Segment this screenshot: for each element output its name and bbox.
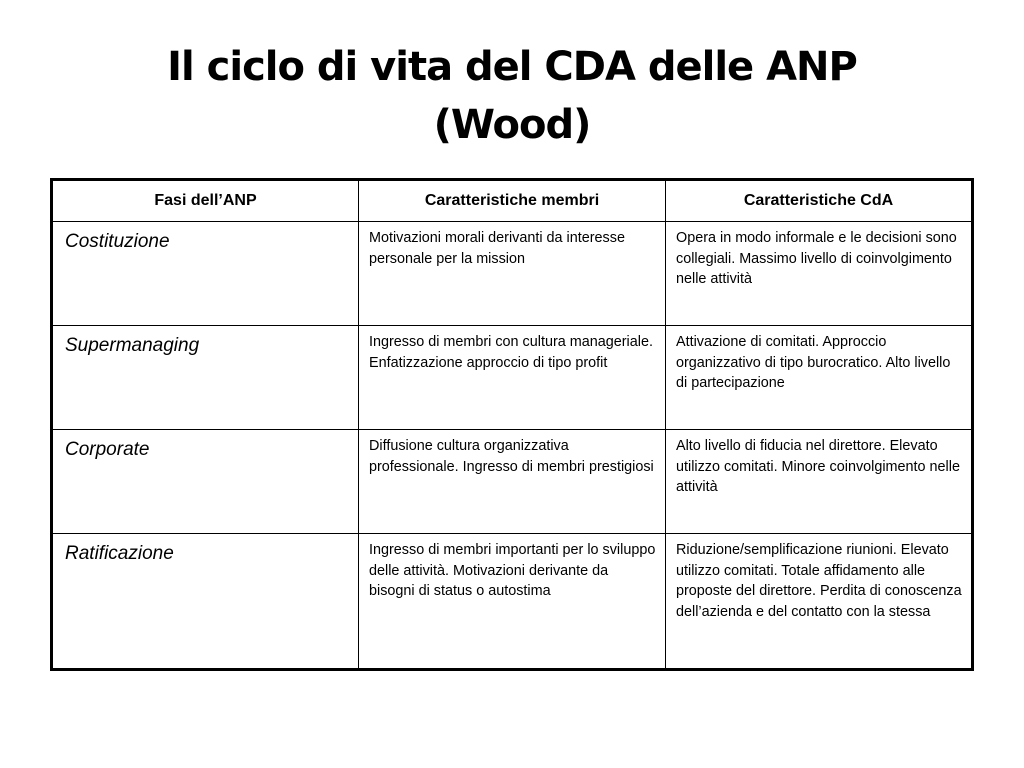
board-cell: Alto livello di fiducia nel direttore. Elevato utilizzo comitati. Minore coinvolgimento nelle attività xyxy=(666,430,973,534)
phase-cell: Supermanaging xyxy=(52,326,359,430)
phase-cell: Costituzione xyxy=(52,222,359,326)
phase-cell: Ratificazione xyxy=(52,534,359,670)
table-row xyxy=(52,430,973,534)
header-phases: Fasi dell’ANP xyxy=(52,180,359,222)
lifecycle-table xyxy=(50,178,974,671)
board-cell: Attivazione di comitati. Approccio organizzativo di tipo burocratico. Alto livello di partecipazione xyxy=(666,326,973,430)
slide-title-line-2: (Wood) xyxy=(433,102,591,148)
table-row xyxy=(52,326,973,430)
table-row xyxy=(52,222,973,326)
board-cell: Opera in modo informale e le decisioni sono collegiali. Massimo livello di coinvolgimento nelle attività xyxy=(666,222,973,326)
members-cell: Diffusione cultura organizzativa professionale. Ingresso di membri prestigiosi xyxy=(359,430,666,534)
table-header-row xyxy=(52,180,973,222)
members-cell: Motivazioni morali derivanti da interesse personale per la mission xyxy=(359,222,666,326)
phase-cell: Corporate xyxy=(52,430,359,534)
board-cell: Riduzione/semplificazione riunioni. Elevato utilizzo comitati. Totale affidamento alle proposte del direttore. Perdita di conoscenza dell’azienda e del contatto con la stessa xyxy=(666,534,973,670)
header-member-characteristics: Caratteristiche membri xyxy=(359,180,666,222)
slide-title-line-1: Il ciclo di vita del CDA delle ANP xyxy=(167,44,857,90)
members-cell: Ingresso di membri importanti per lo sviluppo delle attività. Motivazioni derivante da bisogni di status o autostima xyxy=(359,534,666,670)
slide-title xyxy=(0,38,1024,154)
header-board-characteristics: Caratteristiche CdA xyxy=(666,180,973,222)
table-row xyxy=(52,534,973,670)
members-cell: Ingresso di membri con cultura manageriale. Enfatizzazione approccio di tipo profit xyxy=(359,326,666,430)
